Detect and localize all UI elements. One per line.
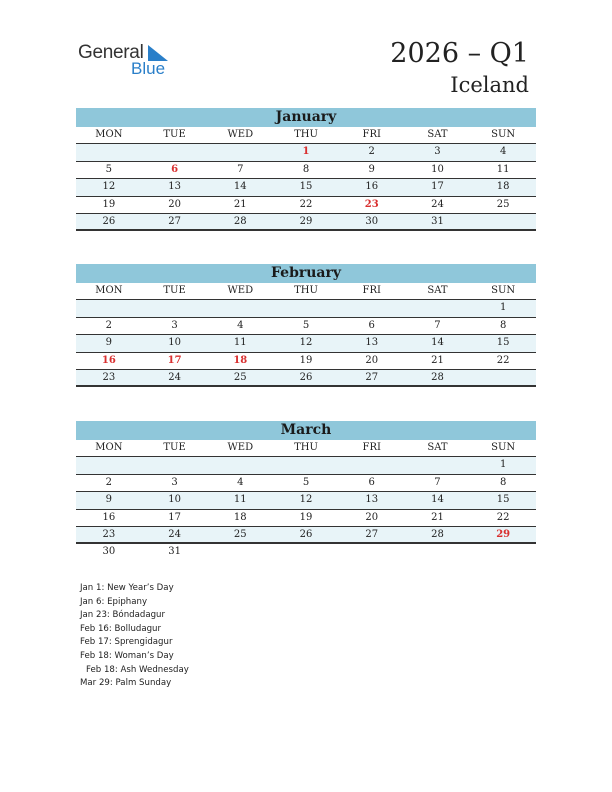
day-cell: 27 — [365, 528, 379, 540]
empty-day-cell — [207, 544, 273, 561]
day-cell: 10 — [168, 494, 181, 506]
week-row — [76, 353, 536, 370]
day-cell: 25 — [496, 198, 510, 210]
day-cell: 18 — [496, 181, 510, 193]
empty-day-cell — [273, 544, 339, 561]
day-cell: 2 — [368, 146, 375, 158]
day-cell: 15 — [496, 494, 510, 506]
day-cell: 4 — [237, 476, 244, 488]
week-row — [76, 214, 536, 231]
day-cell: 28 — [431, 371, 444, 383]
day-cell: 18 — [233, 511, 247, 523]
day-cell: 20 — [168, 198, 181, 210]
day-cell: 9 — [105, 494, 113, 506]
day-cell: 11 — [233, 337, 247, 349]
day-cell: 17 — [431, 181, 444, 193]
holiday-note: Feb 17: Sprengidagur — [80, 637, 173, 648]
holiday-note: Mar 29: Palm Sunday — [80, 678, 172, 689]
day-cell: 24 — [431, 198, 444, 210]
day-cell: 11 — [496, 163, 510, 175]
day-cell: 8 — [499, 476, 507, 488]
day-cell: 1 — [499, 302, 507, 314]
day-cell: 11 — [233, 494, 247, 506]
holiday-note: Jan 23: Bóndadagur — [80, 610, 166, 621]
holiday-note: Jan 6: Epiphany — [80, 596, 148, 607]
month-name: February — [76, 264, 536, 283]
weekday-label: SUN — [491, 285, 516, 296]
day-cell: 7 — [434, 476, 441, 488]
day-cell: 31 — [168, 546, 181, 558]
weekday-label: FRI — [362, 442, 381, 453]
month-calendar-march — [76, 421, 536, 562]
day-cell: 13 — [168, 181, 181, 193]
weekday-label: MON — [95, 285, 123, 296]
empty-day-cell — [207, 300, 273, 316]
day-cell: 4 — [237, 319, 244, 331]
empty-day-cell — [339, 544, 405, 561]
day-cell: 6 — [368, 476, 375, 488]
month-name: March — [76, 421, 536, 440]
day-cell: 10 — [168, 337, 181, 349]
month-calendar-february — [76, 264, 536, 387]
weekday-label: SAT — [427, 442, 448, 453]
empty-day-cell — [76, 300, 142, 316]
weekday-label: FRI — [362, 129, 381, 140]
day-cell: 31 — [431, 215, 444, 227]
day-cell: 14 — [431, 337, 444, 349]
logo-text-blue: Blue — [131, 59, 166, 78]
weekday-label: FRI — [362, 285, 381, 296]
day-cell: 17 — [168, 511, 181, 523]
week-row — [76, 370, 536, 387]
week-row — [76, 197, 536, 214]
empty-day-cell — [405, 457, 471, 473]
week-row — [76, 162, 536, 179]
weekday-label: THU — [294, 285, 318, 296]
day-cell: 22 — [496, 511, 510, 523]
day-cell: 23 — [364, 198, 379, 210]
day-cell: 3 — [171, 319, 178, 331]
day-cell: 22 — [496, 354, 510, 366]
empty-day-cell — [339, 457, 405, 473]
day-cell: 27 — [365, 371, 379, 383]
month-name: January — [76, 108, 536, 127]
day-cell: 25 — [233, 371, 247, 383]
country-name: Iceland — [450, 73, 529, 97]
day-cell: 5 — [302, 319, 310, 331]
day-cell: 26 — [102, 215, 116, 227]
weekday-label: TUE — [163, 442, 186, 453]
week-row — [76, 318, 536, 335]
weekday-label: THU — [294, 129, 318, 140]
weekday-label: WED — [227, 442, 254, 453]
week-row — [76, 300, 536, 317]
empty-day-cell — [470, 370, 536, 385]
day-cell: 13 — [365, 494, 379, 506]
empty-day-cell — [273, 457, 339, 473]
day-cell: 22 — [299, 198, 313, 210]
day-cell: 15 — [299, 181, 313, 193]
day-cell: 14 — [431, 494, 444, 506]
day-cell: 3 — [434, 146, 441, 158]
empty-day-cell — [470, 544, 536, 561]
day-cell: 27 — [168, 215, 181, 227]
empty-day-cell — [76, 457, 142, 473]
day-cell: 1 — [499, 459, 507, 471]
weekday-header-row — [76, 440, 536, 457]
day-cell: 19 — [102, 198, 116, 210]
weekday-header-row — [76, 283, 536, 300]
page-title: 2026 – Q1 — [390, 38, 529, 69]
empty-day-cell — [207, 457, 273, 473]
day-cell: 17 — [167, 354, 182, 366]
day-cell: 23 — [102, 528, 116, 540]
day-cell: 21 — [431, 354, 444, 366]
day-cell: 16 — [102, 511, 116, 523]
day-cell: 5 — [302, 476, 310, 488]
day-cell: 6 — [368, 319, 375, 331]
day-cell: 12 — [102, 181, 116, 193]
empty-day-cell — [142, 144, 208, 160]
day-cell: 7 — [434, 319, 441, 331]
day-cell: 23 — [102, 371, 116, 383]
week-row — [76, 492, 536, 509]
weekday-label: WED — [227, 285, 254, 296]
day-cell: 3 — [171, 476, 178, 488]
week-row — [76, 144, 536, 161]
week-row — [76, 457, 536, 474]
day-cell: 20 — [365, 511, 379, 523]
day-cell: 12 — [299, 494, 313, 506]
day-cell: 15 — [496, 337, 510, 349]
day-cell: 29 — [299, 215, 313, 227]
day-cell: 28 — [431, 528, 444, 540]
day-cell: 8 — [499, 319, 507, 331]
week-row — [76, 475, 536, 492]
day-cell: 28 — [233, 215, 247, 227]
weekday-label: THU — [294, 442, 318, 453]
day-cell: 30 — [365, 215, 379, 227]
empty-day-cell — [76, 144, 142, 160]
day-cell: 4 — [499, 146, 507, 158]
day-cell: 13 — [365, 337, 379, 349]
empty-day-cell — [470, 214, 536, 229]
day-cell: 14 — [233, 181, 247, 193]
empty-day-cell — [142, 300, 208, 316]
day-cell: 8 — [302, 163, 310, 175]
day-cell: 26 — [299, 528, 313, 540]
empty-day-cell — [142, 457, 208, 473]
day-cell: 5 — [105, 163, 113, 175]
empty-day-cell — [339, 300, 405, 316]
day-cell: 12 — [299, 337, 313, 349]
day-cell: 29 — [496, 528, 511, 540]
day-cell: 16 — [365, 181, 379, 193]
day-cell: 2 — [105, 319, 113, 331]
day-cell: 19 — [299, 354, 313, 366]
weekday-label: SAT — [427, 129, 448, 140]
day-cell: 6 — [171, 163, 179, 175]
generalblue-logo — [78, 42, 188, 82]
empty-day-cell — [273, 300, 339, 316]
holiday-note: Feb 18: Ash Wednesday — [86, 664, 189, 675]
day-cell: 2 — [105, 476, 113, 488]
weekday-label: SUN — [491, 129, 516, 140]
day-cell: 24 — [168, 528, 181, 540]
logo-text-general: General — [78, 42, 144, 63]
day-cell: 10 — [431, 163, 444, 175]
weekday-label: MON — [95, 442, 123, 453]
holiday-notes — [80, 582, 189, 691]
day-cell: 18 — [233, 354, 248, 366]
empty-day-cell — [405, 300, 471, 316]
weekday-label: WED — [227, 129, 254, 140]
weekday-label: SAT — [427, 285, 448, 296]
day-cell: 26 — [299, 371, 313, 383]
day-cell: 30 — [102, 546, 116, 558]
day-cell: 9 — [105, 337, 113, 349]
weekday-label: TUE — [163, 285, 186, 296]
week-row — [76, 335, 536, 352]
day-cell: 21 — [431, 511, 444, 523]
day-cell: 9 — [368, 163, 375, 175]
week-row — [76, 510, 536, 527]
empty-day-cell — [405, 544, 471, 561]
holiday-note: Jan 1: New Year’s Day — [80, 583, 174, 593]
day-cell: 20 — [365, 354, 379, 366]
week-row — [76, 544, 536, 561]
day-cell: 21 — [233, 198, 247, 210]
day-cell: 24 — [168, 371, 181, 383]
week-row — [76, 527, 536, 544]
week-row — [76, 179, 536, 196]
month-calendar-january — [76, 108, 536, 231]
day-cell: 19 — [299, 511, 313, 523]
weekday-label: TUE — [163, 129, 186, 140]
empty-day-cell — [207, 144, 273, 160]
day-cell: 25 — [233, 528, 247, 540]
day-cell: 7 — [237, 163, 244, 175]
weekday-label: SUN — [491, 442, 516, 453]
day-cell: 16 — [101, 354, 116, 366]
holiday-note: Feb 16: Bolludagur — [80, 623, 162, 634]
holiday-note: Feb 18: Woman’s Day — [80, 650, 174, 661]
weekday-label: MON — [95, 129, 123, 140]
day-cell: 1 — [302, 146, 310, 158]
weekday-header-row — [76, 127, 536, 144]
